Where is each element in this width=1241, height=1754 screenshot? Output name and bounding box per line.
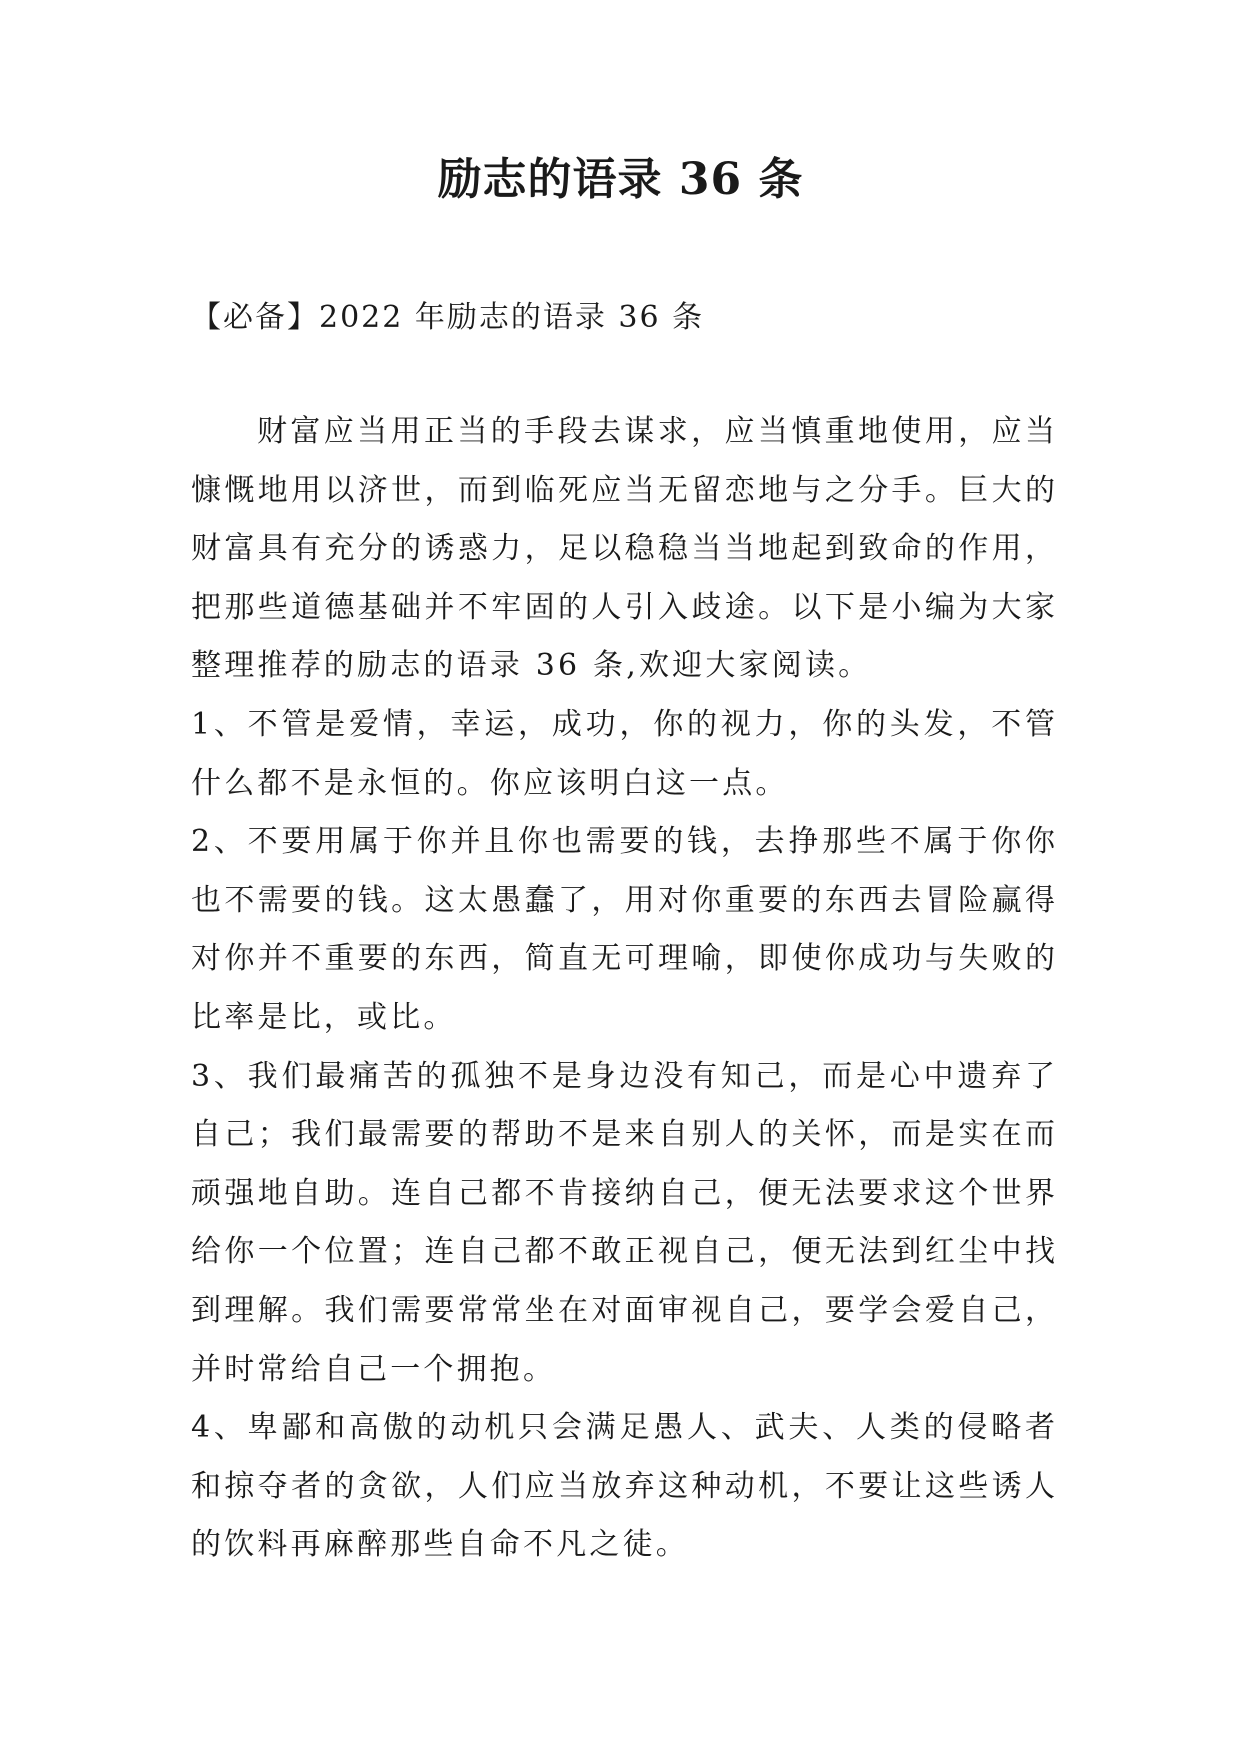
paragraph-quote-3 (191, 1048, 1055, 1400)
text-line: 什么都不是永恒的。你应该明白这一点。 (191, 765, 789, 801)
text-line: 1、不管是爱情，幸运，成功，你的视力，你的头发，不管 (191, 706, 1055, 742)
text-line: 和掠夺者的贪欲，人们应当放弃这种动机，不要让这些诱人 (191, 1468, 1055, 1504)
paragraph-intro (191, 403, 1055, 696)
text-line: 整理推荐的励志的语录 36 条,欢迎大家阅读。 (191, 648, 872, 684)
paragraph-quote-2 (191, 813, 1055, 1047)
text-line: 自己；我们最需要的帮助不是来自别人的关怀，而是实在而 (191, 1117, 1055, 1153)
paragraph-quote-4 (191, 1399, 1055, 1575)
text-line: 给你一个位置；连自己都不敢正视自己，便无法到红尘中找 (191, 1234, 1055, 1270)
text-line: 3、我们最痛苦的孤独不是身边没有知己，而是心中遗弃了 (191, 1058, 1055, 1094)
text-line: 比率是比，或比。 (191, 999, 457, 1035)
text-line: 到理解。我们需要常常坐在对面审视自己，要学会爱自己， (191, 1292, 1055, 1328)
text-line: 财富应当用正当的手段去谋求，应当慎重地使用，应当 (257, 414, 1055, 449)
document-subtitle: 【必备】2022 年励志的语录 36 条 (191, 300, 705, 335)
document-title: 励志的语录 36 条 (437, 154, 804, 205)
text-line: 慷慨地用以济世，而到临死应当无留恋地与之分手。巨大的 (191, 472, 1055, 508)
text-line: 的饮料再麻醉那些自命不凡之徒。 (191, 1527, 689, 1563)
text-line: 并时常给自己一个拥抱。 (191, 1351, 557, 1387)
text-line: 2、不要用属于你并且你也需要的钱，去挣那些不属于你你 (191, 824, 1055, 860)
text-line: 财富具有充分的诱惑力，足以稳稳当当地起到致命的作用， (191, 531, 1055, 567)
document-body (191, 403, 1055, 1575)
text-line: 4、卑鄙和高傲的动机只会满足愚人、武夫、人类的侵略者 (191, 1410, 1055, 1446)
text-line: 顽强地自助。连自己都不肯接纳自己，便无法要求这个世界 (191, 1175, 1055, 1211)
text-line: 把那些道德基础并不牢固的人引入歧途。以下是小编为大家 (191, 589, 1055, 625)
text-line: 对你并不重要的东西，简直无可理喻，即使你成功与失败的 (191, 941, 1055, 977)
text-line: 也不需要的钱。这太愚蠢了，用对你重要的东西去冒险赢得 (191, 882, 1055, 918)
paragraph-quote-1 (191, 696, 1055, 813)
